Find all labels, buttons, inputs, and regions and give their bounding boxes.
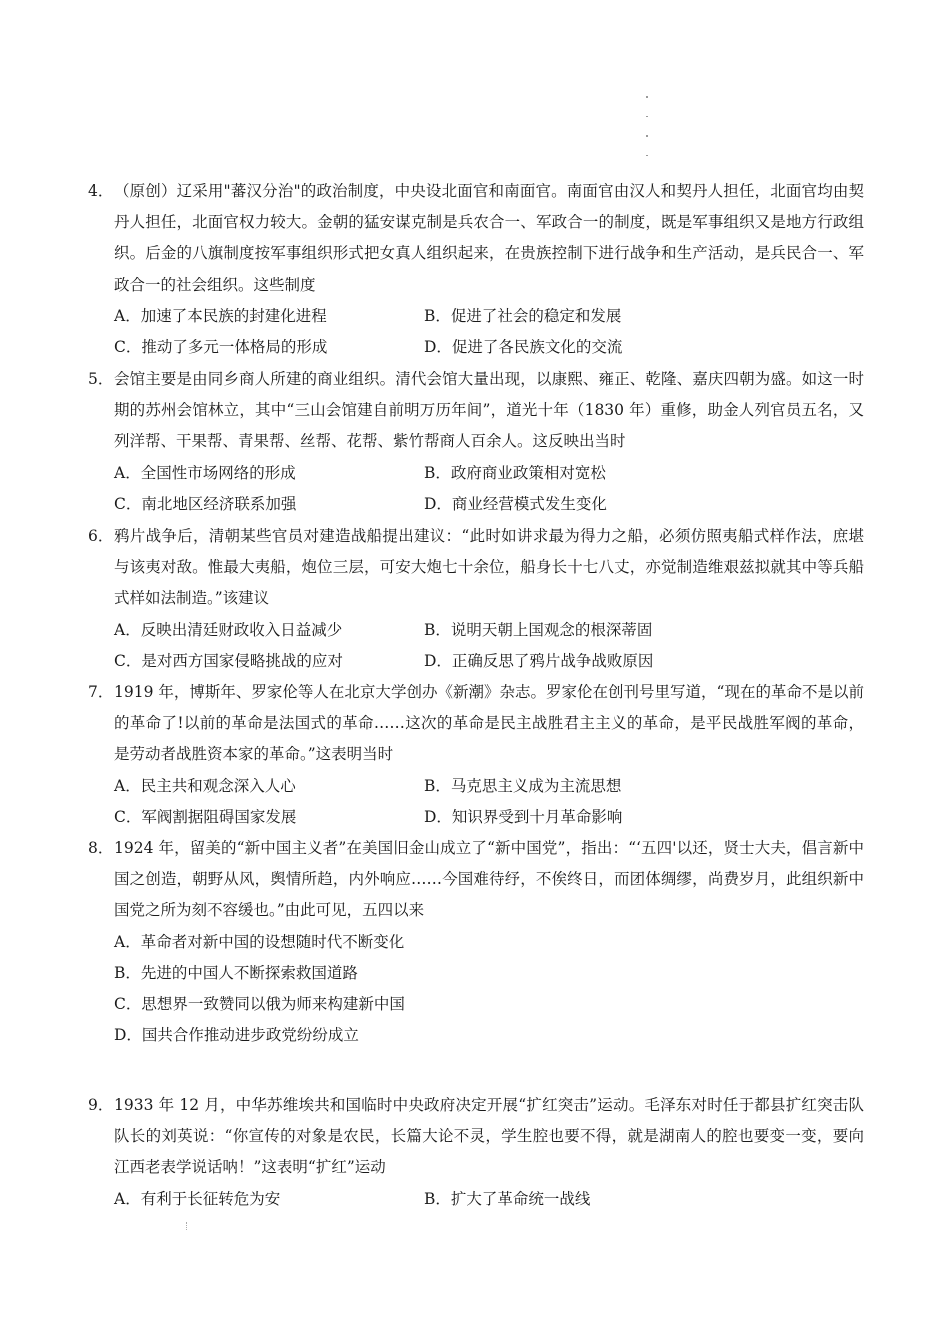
question-number: 5． bbox=[88, 370, 114, 388]
question-5 bbox=[88, 364, 864, 520]
question-stem bbox=[88, 1090, 864, 1184]
option-b[interactable]: B．说明天朝上国观念的根深蒂固 bbox=[424, 620, 653, 639]
option-a[interactable]: A．加速了本民族的封建化进程 bbox=[114, 306, 327, 325]
question-number: 4． bbox=[88, 182, 114, 200]
option-a[interactable]: A．革命者对新中国的设想随时代不断变化 bbox=[114, 932, 405, 951]
question-4 bbox=[88, 176, 864, 363]
option-b[interactable]: B．促进了社会的稳定和发展 bbox=[424, 306, 622, 325]
question-stem bbox=[88, 521, 864, 615]
option-d[interactable]: D．正确反思了鸦片战争战败原因 bbox=[424, 651, 654, 670]
question-text: 会馆主要是由同乡商人所建的商业组织。清代会馆大量出现，以康熙、雍正、乾隆、嘉庆四朝为盛。如这一时期的苏州会馆林立，其中“三山会馆建自前明万历年间”，道光十年（1830 年）重修，助金人列官员五名，又列洋帮、干果帮、青果帮、丝帮、花帮、紫竹帮商人百余人。这反映出当时 bbox=[114, 370, 864, 451]
question-text: 1924 年，留美的“新中国主义者”在美国旧金山成立了“新中国党”，指出：“‘五四'以还，贤士大夫，倡言新中国之创造，朝野从风，舆情所趋，内外响应……今国难待纾，不俟终日，而团体绸缪，尚费岁月，此组织新中国党之所为刻不容缓也。”由此可见，五四以来 bbox=[114, 839, 864, 920]
question-text: 鸦片战争后，清朝某些官员对建造战船提出建议：“此时如讲求最为得力之船，必须仿照夷船式样作法，庶堪与该夷对敌。惟最大夷船，炮位三层，可安大炮七十余位，船身长十七八丈，亦觉制造维艰兹拟就其中等兵船式样如法制造。”该建议 bbox=[114, 527, 864, 608]
question-stem bbox=[88, 364, 864, 458]
question-number: 7． bbox=[88, 683, 114, 701]
options bbox=[88, 301, 864, 363]
option-c[interactable]: C．军阀割据阻碍国家发展 bbox=[114, 807, 297, 826]
question-number: 6． bbox=[88, 527, 114, 545]
option-b[interactable]: B．政府商业政策相对宽松 bbox=[424, 463, 606, 482]
question-6 bbox=[88, 521, 864, 677]
options bbox=[88, 615, 864, 677]
option-a[interactable]: A．反映出清廷财政收入日益减少 bbox=[114, 620, 343, 639]
question-stem bbox=[88, 833, 864, 927]
option-b[interactable]: B．扩大了革命统一战线 bbox=[424, 1189, 591, 1208]
question-number: 9． bbox=[88, 1096, 114, 1114]
margin-tick bbox=[186, 1222, 188, 1230]
option-b[interactable]: B．先进的中国人不断探索救国道路 bbox=[114, 963, 358, 982]
question-9 bbox=[88, 1090, 864, 1215]
option-d[interactable]: D．促进了各民族文化的交流 bbox=[424, 338, 623, 356]
question-number: 8． bbox=[88, 839, 114, 857]
margin-dots bbox=[646, 96, 650, 174]
option-c[interactable]: C．思想界一致赞同以俄为师来构建新中国 bbox=[114, 994, 405, 1013]
option-b[interactable]: B．马克思主义成为主流思想 bbox=[424, 776, 622, 795]
option-a[interactable]: A．民主共和观念深入人心 bbox=[114, 776, 296, 795]
question-text: 1933 年 12 月，中华苏维埃共和国临时中央政府决定开展“扩红突击”运动。毛泽东对时任于都县扩红突击队队长的刘英说：“你宣传的对象是农民，长篇大论不灵，学生腔也要不得，就是湖南人的腔也要变一变，要向江西老表学说话呐！”这表明“扩红”运动 bbox=[114, 1096, 864, 1177]
question-text: 1919 年，博斯年、罗家伦等人在北京大学创办《新潮》杂志。罗家伦在创刊号里写道，“现在的革命不是以前的革命了!以前的革命是法国式的革命……这次的革命是民主战胜君主主义的革命，是平民战胜军阀的革命，是劳动者战胜资本家的革命。”这表明当时 bbox=[114, 683, 864, 764]
question-text: （原创）辽采用"蕃汉分治"的政治制度，中央设北面官和南面官。南面官由汉人和契丹人担任，北面官均由契丹人担任，北面官权力较大。金朝的猛安谋克制是兵农合一、军政合一的制度，既是军事组织又是地方行政组织。后金的八旗制度按军事组织形式把女真人组织起来，在贵族控制下进行战争和生产活动，是兵民合一、军政合一的社会组织。这些制度 bbox=[114, 182, 864, 294]
option-a[interactable]: A．有利于长征转危为安 bbox=[114, 1189, 281, 1208]
option-d[interactable]: D．商业经营模式发生变化 bbox=[424, 494, 607, 513]
option-c[interactable]: C．南北地区经济联系加强 bbox=[114, 494, 297, 513]
options bbox=[88, 771, 864, 833]
options bbox=[88, 458, 864, 520]
options bbox=[88, 927, 864, 1052]
option-a[interactable]: A．全国性市场网络的形成 bbox=[114, 463, 296, 482]
option-c[interactable]: C．推动了多元一体格局的形成 bbox=[114, 338, 328, 356]
option-d[interactable]: D．知识界受到十月革命影响 bbox=[424, 807, 623, 826]
option-c[interactable]: C．是对西方国家侵略挑战的应对 bbox=[114, 651, 343, 670]
options bbox=[88, 1184, 864, 1215]
option-d[interactable]: D．国共合作推动进步政党纷纷成立 bbox=[114, 1026, 359, 1045]
question-7 bbox=[88, 677, 864, 833]
question-stem bbox=[88, 176, 864, 301]
question-8 bbox=[88, 833, 864, 1051]
question-stem bbox=[88, 677, 864, 771]
